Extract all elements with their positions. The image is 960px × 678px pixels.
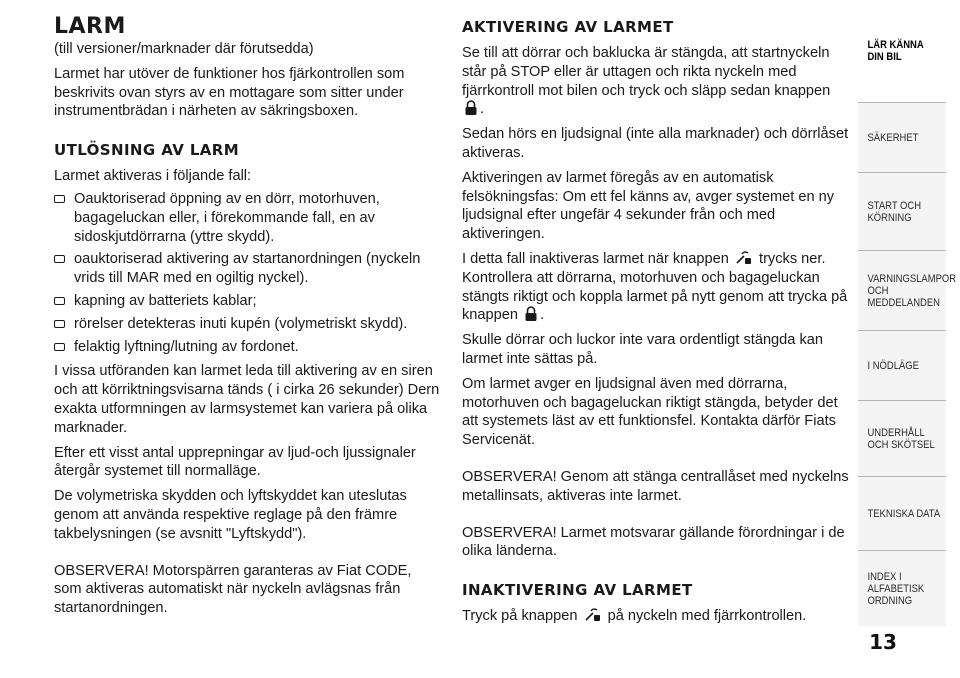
deactivate-paragraph: Tryck på knappen på nyckeln med fjärrkontrollen. (462, 608, 807, 625)
checkbox-bullet-icon (54, 297, 65, 305)
list-item: Oauktoriserad öppning av en dörr, motorhuven, bagageluckan eller, i förekommande fall, en av sidoskjutdörrarna (yttre skydd). (54, 190, 440, 246)
tab-start-och-korning[interactable]: START OCH KÖRNING (858, 172, 946, 250)
tab-underhall-och-skotsel[interactable]: UNDERHÅLL OCH SKÖTSEL (858, 400, 946, 476)
siren-paragraph: I vissa utföranden kan larmet leda till aktivering av en siren och att körriktningsvisarna tänds ( i cirka 26 sekunder) Dern exakta utformningen av larmsystemet kan variera på olika marknader. (54, 363, 440, 436)
lock-icon (464, 100, 478, 116)
list-item: felaktig lyftning/lutning av fordonet. (54, 338, 440, 357)
activate-paragraph-1: Se till att dörrar och baklucka är stängda, att startnyckeln står på STOP eller är uttagen och rikta nyckeln med fjärrkontroll mot bilen och tryck och släpp sedan knappen . (462, 45, 831, 118)
regulation-note: OBSERVERA! Larmet motsvarar gällande förordningar i de olika länderna. (462, 524, 845, 560)
version-note: (till versioner/marknader där förutsedda) (54, 41, 314, 57)
tab-sakerhet[interactable]: SÄKERHET (858, 102, 946, 172)
activate-paragraph-5: Skulle dörrar och luckor inte vara ordentligt stängda kan larmet inte sättas på. (462, 332, 823, 367)
activate-paragraph-3: Aktiveringen av larmet föregås av en automatisk felsökningsfas: Om ett fel känns av, avger systemet en ny ljudsignal efter ungefär 4 sekunder från och med aktiveringen. (462, 169, 835, 243)
activate-heading: AKTIVERING AV LARMET (462, 18, 674, 36)
tab-index[interactable]: INDEX I ALFABETISK ORDNING (858, 550, 946, 626)
tab-i-nodlage[interactable]: I NÖDLÄGE (858, 330, 946, 400)
unlock-key-icon (584, 607, 602, 623)
trigger-intro: Larmet aktiveras i följande fall: (54, 168, 252, 185)
activate-paragraph-4: I detta fall inaktiveras larmet när knappen trycks ner. Kontrollera att dörrarna, motorhuven och bagageluckan stängts riktigt och koppla larmet på nytt genom att trycka på knappen . (462, 250, 848, 324)
central-lock-note: OBSERVERA! Genom att stänga centrallåset med nyckelns metallinsats, aktiveras inte larmet. (462, 468, 849, 504)
reset-paragraph: Efter ett visst antal upprepningar av ljud-och ljussignaler återgår systemet till normalläge. (54, 444, 416, 480)
lock-icon (524, 306, 538, 322)
checkbox-bullet-icon (54, 343, 65, 351)
tab-lar-kanna-din-bil[interactable]: LÄR KÄNNA DIN BIL (858, 0, 946, 102)
chapter-tabs (858, 0, 960, 678)
checkbox-bullet-icon (54, 255, 65, 263)
checkbox-bullet-icon (54, 320, 65, 328)
trigger-list (54, 190, 440, 356)
tab-tekniska-data[interactable]: TEKNISKA DATA (858, 476, 946, 550)
immobilizer-note: OBSERVERA! Motorspärren garanteras av Fiat CODE, som aktiveras automatiskt när nyckeln avlägsnas från startanordningen. (54, 562, 412, 617)
list-item: rörelser detekteras inuti kupén (volymetriskt skydd). (54, 315, 440, 334)
list-item: kapning av batteriets kablar; (54, 292, 440, 311)
left-column (54, 0, 440, 618)
activate-paragraph-2: Sedan hörs en ljudsignal (inte alla marknader) och dörrlåset aktiveras. (462, 126, 849, 161)
activate-paragraph-6: Om larmet avger en ljudsignal även med dörrarna, motorhuven och bagageluckan riktigt stängda, betyder det att systemets läst av ett funktionsfel. Kontakta därför Fiats Servicenät. (462, 375, 838, 449)
checkbox-bullet-icon (54, 195, 65, 203)
intro-paragraph: Larmet har utöver de funktioner hos fjärkontrollen som beskrivits ovan styrs av en mottagare som sitter under instrumentbrädan i närheten av säkringsboxen. (54, 65, 405, 120)
unlock-key-icon (735, 250, 753, 266)
deactivate-heading: INAKTIVERING AV LARMET (462, 581, 693, 600)
exclusion-paragraph: De volymetriska skydden och lyftskyddet kan uteslutas genom att använda respektive reglage på den främre takbelysningen (se avsnitt "Lyftskydd"). (54, 488, 407, 542)
trigger-heading: UTLÖSNING AV LARM (54, 141, 240, 160)
section-title: LARM (54, 14, 126, 39)
list-item: oauktoriserad aktivering av startanordningen (nyckeln vrids till MAR med en ogiltig nyckel). (54, 250, 440, 288)
page-number: 13 (869, 630, 897, 654)
right-column (462, 0, 852, 626)
tab-varningslampor[interactable]: VARNINGSLAMPOR OCH MEDDELANDEN (858, 250, 946, 330)
